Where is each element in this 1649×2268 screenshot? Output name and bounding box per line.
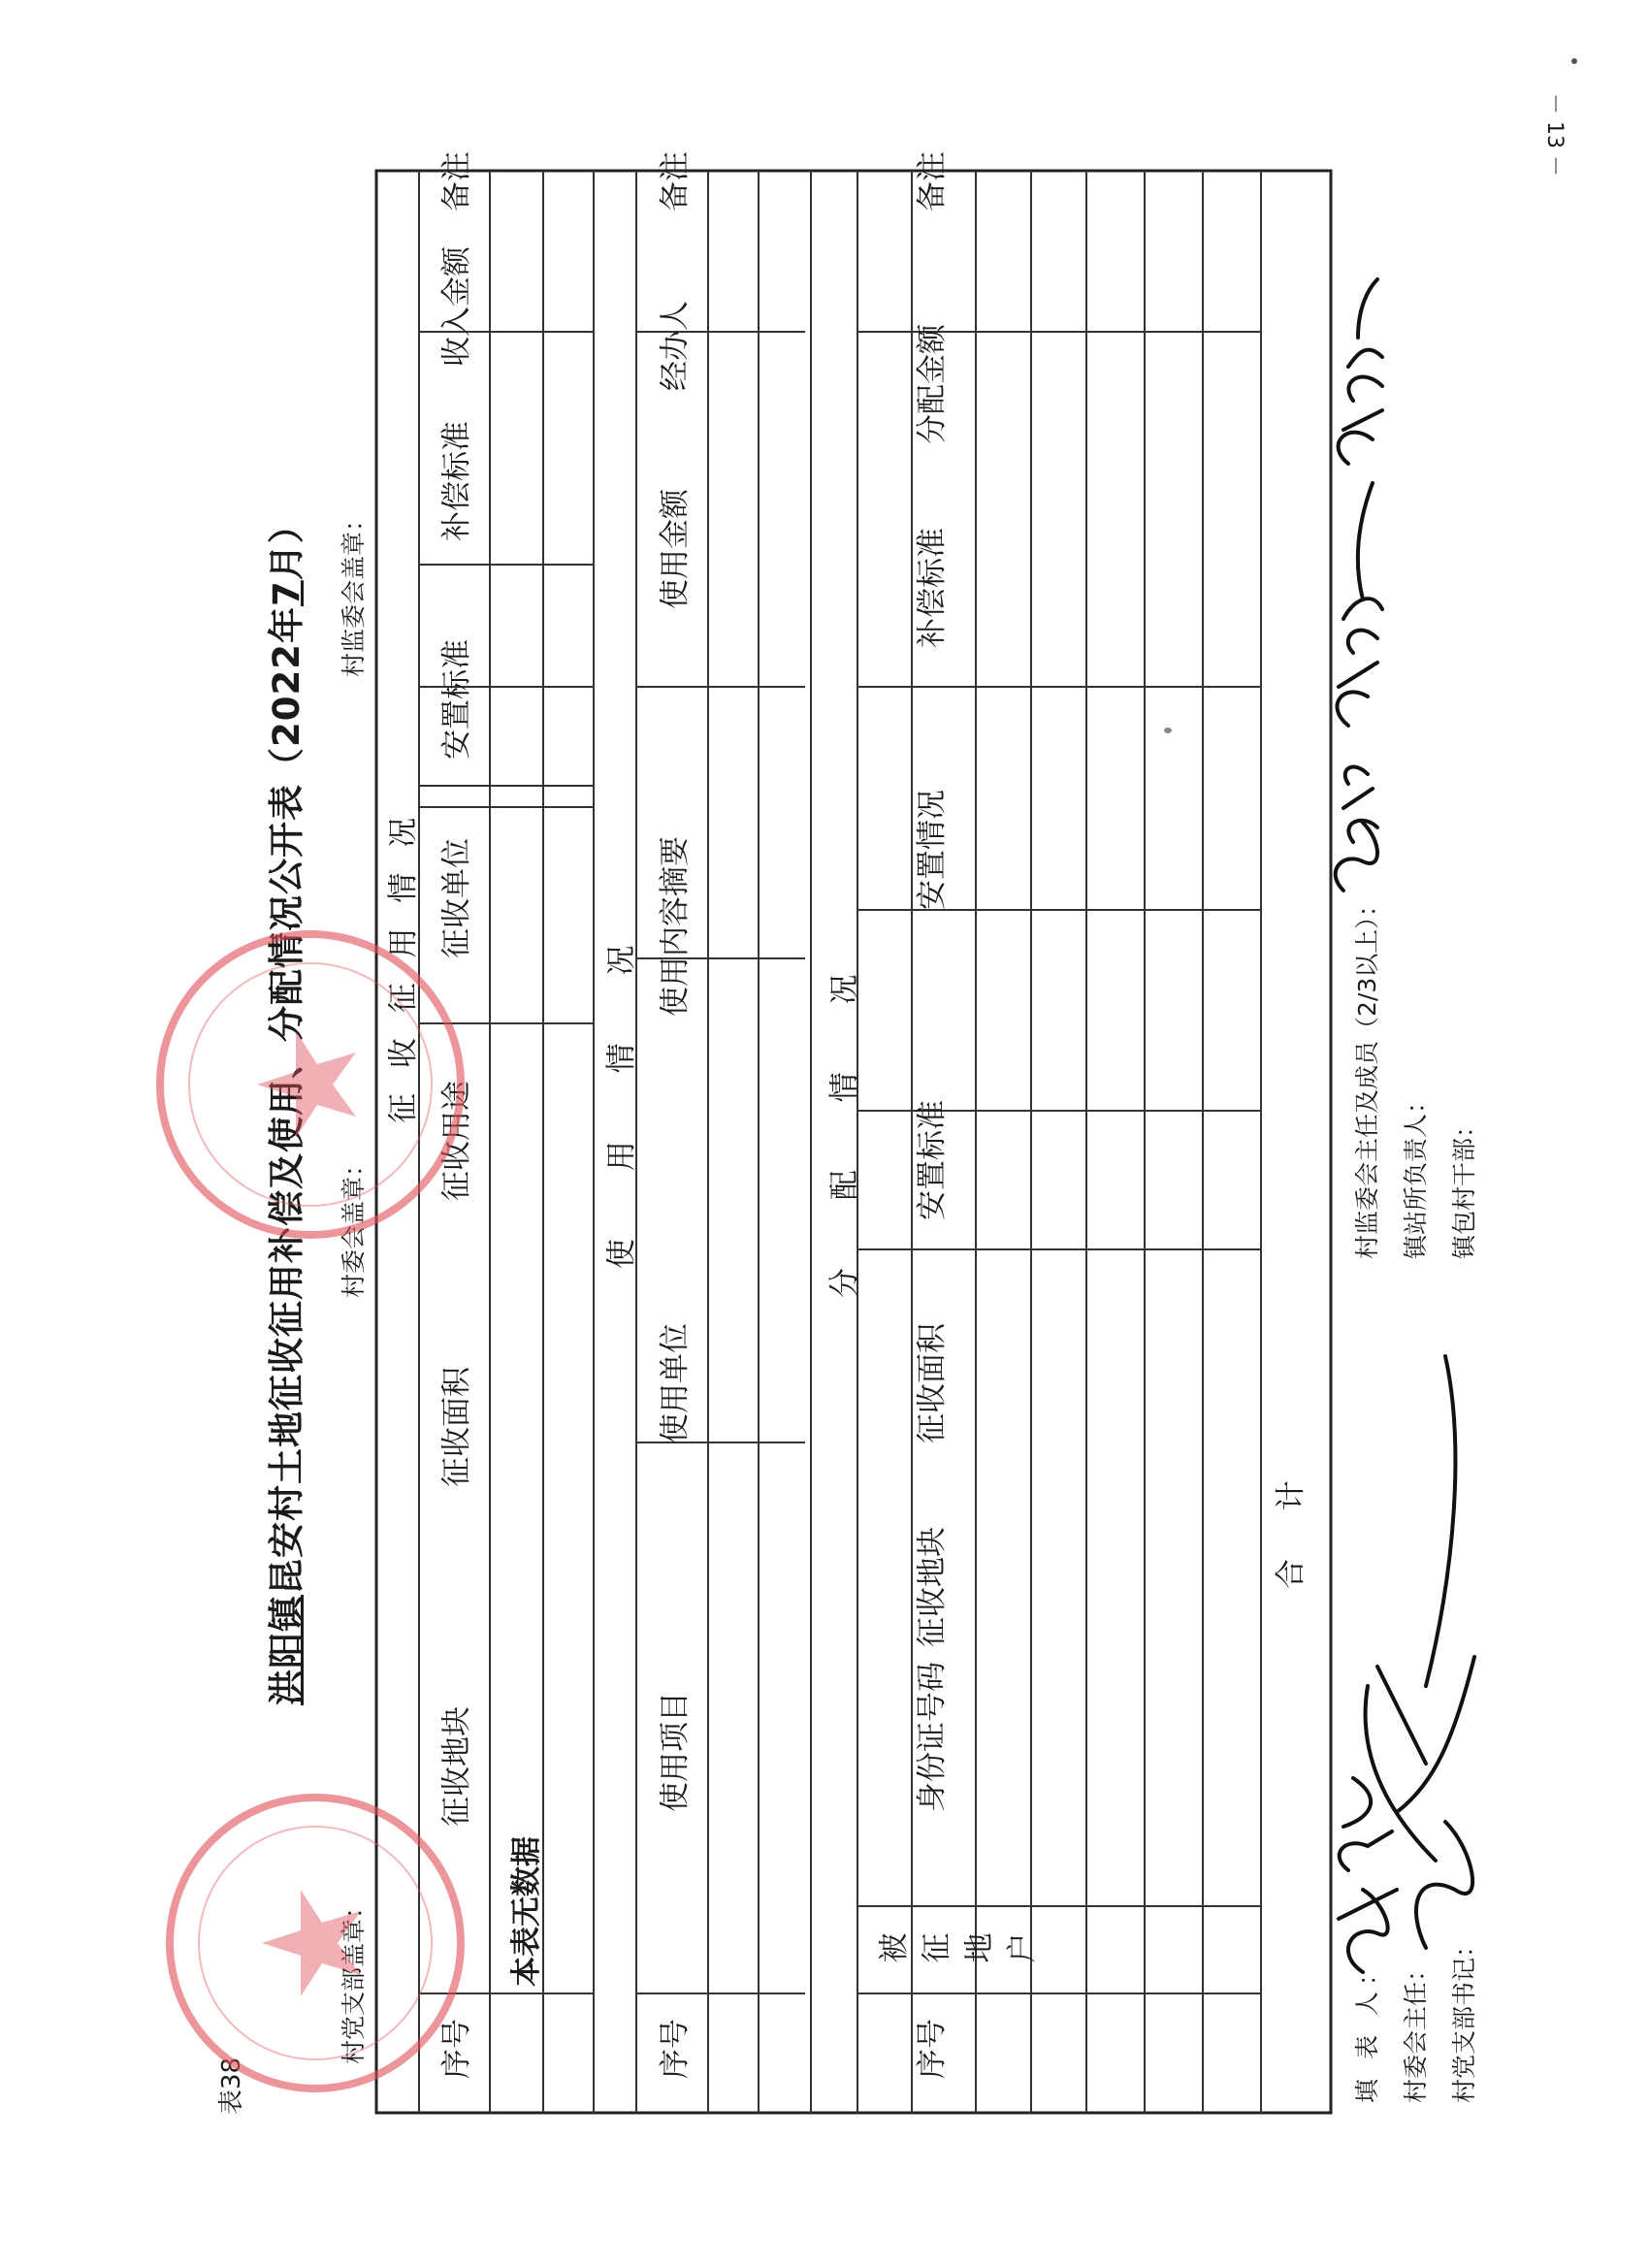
cadre-label: 镇包村干部： [1450,1113,1478,1259]
s3-header-resettle-status: 安置情况 [915,790,950,910]
supervisory-label: 村监委会主任及成员（2/3以上）： [1353,892,1381,1259]
s3-header-resettle-std: 安置标准 [915,1100,950,1220]
title-suffix: 月） [266,506,307,581]
s1-header-seq: 序号 [439,2019,474,2079]
s3-header-alloc: 分配金额 [915,324,950,444]
party-branch-seal-label: 村党支部盖章： [340,1894,368,2064]
village-committee-seal-label: 村委会盖章： [340,1151,368,1298]
s1-header-resettle-std: 安置标准 [439,639,474,760]
party-branch-seal [155,1783,475,2103]
s3-header-seq: 序号 [915,2019,950,2079]
s3-header-comp-std: 补偿标准 [915,528,950,648]
committee-director-label: 村委会主任： [1402,1957,1430,2103]
s2-header-unit: 使用单位 [658,1323,693,1443]
s3-header-plot: 征收地块 [915,1527,950,1647]
station-label: 镇站所负责人： [1402,1088,1430,1259]
s2-header-amount: 使用金额 [658,489,693,609]
s3-header-household: 被征地户 [877,1932,1040,1963]
scan-speck [1164,728,1172,733]
s2-header-handler: 经办人 [658,301,693,391]
s3-header-area: 征收面积 [915,1323,950,1443]
s3-total-label: 合 计 [1274,1461,1309,1589]
s1-header-unit: 征收单位 [439,838,474,958]
filler-label: 填 表 人： [1353,1956,1381,2103]
s3-header-remark: 备注 [915,151,950,211]
title-month: 7 [266,580,307,607]
section3-title: 分 配 情 况 [827,945,862,1298]
s3-header-id: 身份证号码 [915,1662,950,1812]
s1-header-plot: 征收地块 [439,1706,474,1827]
s2-header-summary: 使用内容摘要 [658,836,693,1017]
village-committee-seal [146,920,475,1249]
page-number: － 13 － [1542,93,1567,177]
party-secretary-label: 村党支部书记： [1450,1932,1478,2103]
table-label: 表38 [217,2057,246,2115]
s1-header-area: 征收面积 [439,1367,474,1487]
s1-header-purpose: 征收用途 [439,1081,474,1201]
s1-header-remark: 备注 [439,151,474,211]
s1-no-data-note: 本表无数据 [509,1836,544,1987]
s2-header-remark: 备注 [658,151,693,211]
s2-header-seq: 序号 [658,2019,693,2079]
scan-speck [1571,58,1577,64]
title-main: 昆安村土地征收征用补偿及使用、分配情况公开表（2022年 [266,606,307,1595]
title-prefix: 洪阳镇 [266,1595,307,1705]
supervisory-seal-label: 村监委会盖章： [340,506,368,677]
s1-header-comp-std: 补偿标准 [439,421,474,541]
s1-header-income: 收入金额 [439,246,474,367]
s2-header-project: 使用项目 [658,1692,693,1812]
section1-title: 征 收 征 用 情 况 [386,809,421,1123]
section2-title: 使 用 情 况 [604,916,639,1269]
